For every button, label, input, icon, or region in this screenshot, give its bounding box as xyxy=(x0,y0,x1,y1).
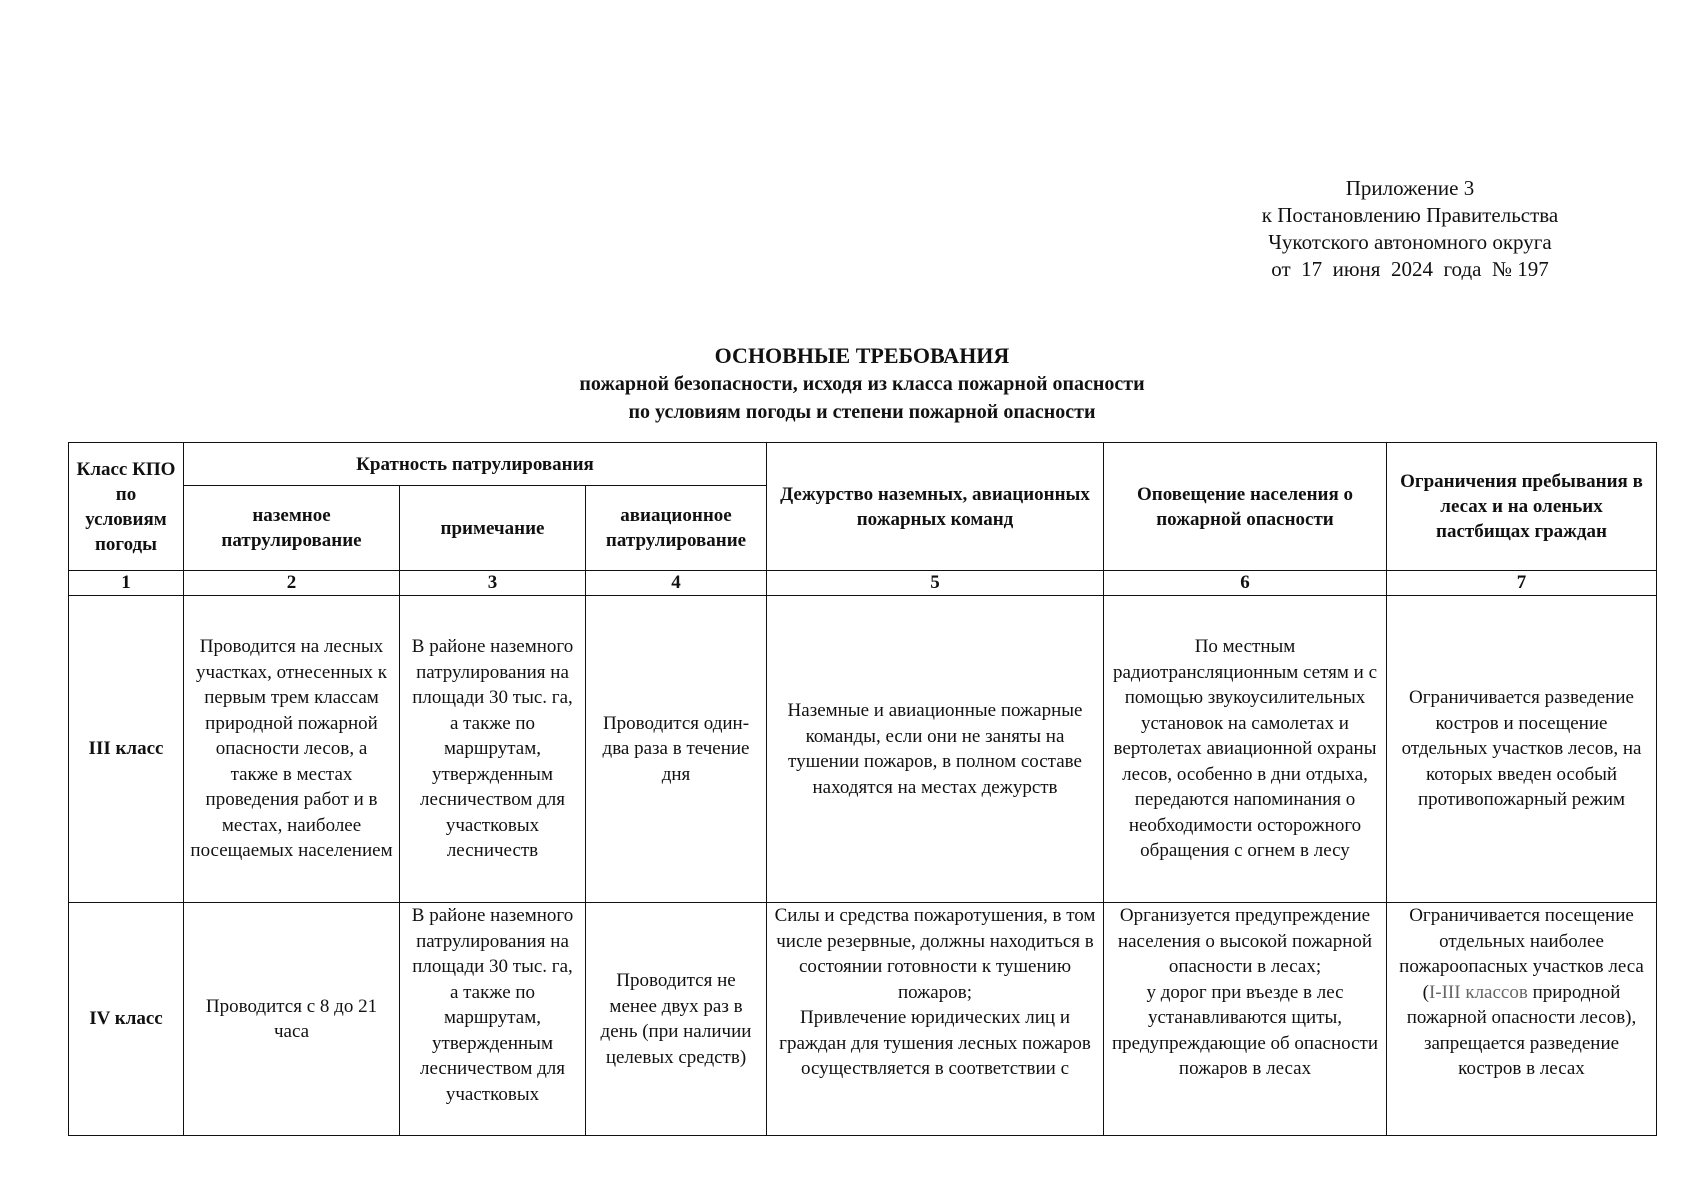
cell-note-text: В районе наземного патрулирования на площади 30 тыс. га, а также по маршрутам, утвержденным лесничеством для участковых xyxy=(411,905,574,1105)
cell-notify xyxy=(1104,903,1387,1136)
column-number: 5 xyxy=(767,571,1104,596)
header-patrol-group: Кратность патрулирования xyxy=(184,443,767,486)
header-notify: Оповещение населения о пожарной опасности xyxy=(1104,443,1387,571)
cell-ground-patrol: Проводится на лесных участках, отнесенных к первым трем классам природной пожарной опасности лесов, а также в местах проведения работ и в местах, наиболее посещаемых населением xyxy=(184,596,400,903)
title-sub-2: по условиям погоды и степени пожарной опасности xyxy=(628,401,1096,423)
cell-ground-patrol: Проводится с 8 до 21 часа xyxy=(184,903,400,1136)
notify-paragraph-2: у дорог при въезде в лес устанавливаются щиты, предупреждающие об опасности пожаров в лесах xyxy=(1111,981,1379,1079)
title-sub-1: пожарной безопасности, исходя из класса пожарной опасности xyxy=(579,373,1145,395)
restrict-classes-link: I-III классов xyxy=(1428,981,1528,1003)
cell-note: В районе наземного патрулирования на площади 30 тыс. га, а также по маршрутам, утвержденным лесничеством для участковых лесничеств xyxy=(400,596,586,903)
appendix-line-3: Чукотского автономного округа xyxy=(1268,230,1552,254)
duty-paragraph-1: Силы и средства пожаротушения, в том числе резервные, должны находиться в состоянии готовности к тушению пожаров; xyxy=(774,905,1096,1003)
column-number: 3 xyxy=(400,571,586,596)
header-class: Класс КПО по условиям погоды xyxy=(69,443,184,571)
appendix-block xyxy=(1220,175,1600,283)
column-number: 1 xyxy=(69,571,184,596)
cell-note xyxy=(400,903,586,1136)
cell-notify-text xyxy=(1110,903,1380,1082)
table-row-class-3 xyxy=(69,596,1657,903)
header-note: примечание xyxy=(400,486,586,571)
header-air: авиационное патрулирование xyxy=(586,486,767,571)
restrict-text-3: природной пожарной опасности лесов), запрещается разведение костров в лесах xyxy=(1406,981,1637,1079)
header-restrict: Ограничения пребывания в лесах и на оленьих пастбищах граждан xyxy=(1387,443,1657,571)
row-class-label xyxy=(69,903,184,1136)
header-row-1 xyxy=(69,443,1657,486)
number-row xyxy=(69,571,1657,596)
title-main: ОСНОВНЫЕ ТРЕБОВАНИЯ xyxy=(714,343,1010,368)
document-title xyxy=(68,342,1656,426)
cell-notify: По местным радиотрансляционным сетям и с помощью звукоусилительных установок на самолетах и вертолетах авиационной охраны лесов, особенно в дни отдыха, передаются напоминания о необходимости осторожного обращения с огнем в лесу xyxy=(1104,596,1387,903)
cell-restrict xyxy=(1387,903,1657,1136)
appendix-line-1: Приложение 3 xyxy=(1345,176,1475,200)
requirements-table xyxy=(68,442,1657,1136)
restrict-text-1: Ограничивается посещение отдельных наиболее пожароопасных участков леса ( xyxy=(1399,905,1644,1003)
cell-duty-text xyxy=(773,903,1097,1082)
notify-paragraph-1: Организуется предупреждение населения о высокой пожарной опасности в лесах; xyxy=(1117,905,1373,977)
appendix-line-2: к Постановлению Правительства xyxy=(1261,203,1559,227)
cell-air-patrol: Проводится один-два раза в течение дня xyxy=(586,596,767,903)
duty-paragraph-2: Привлечение юридических лиц и граждан для тушения лесных пожаров осуществляется в соответствии с xyxy=(779,1007,1091,1079)
appendix-line-4: от 17 июня 2024 года № 197 xyxy=(1271,257,1549,281)
column-number: 7 xyxy=(1387,571,1657,596)
cell-duty: Наземные и авиационные пожарные команды, если они не заняты на тушении пожаров, в полном составе находятся на местах дежурств xyxy=(767,596,1104,903)
cell-duty xyxy=(767,903,1104,1136)
header-duty: Дежурство наземных, авиационных пожарных команд xyxy=(767,443,1104,571)
column-number: 2 xyxy=(184,571,400,596)
column-number: 4 xyxy=(586,571,767,596)
row-class-label: III класс xyxy=(69,596,184,903)
column-number: 6 xyxy=(1104,571,1387,596)
header-ground: наземное патрулирование xyxy=(184,486,400,571)
cell-air-patrol: Проводится не менее двух раз в день (при наличии целевых средств) xyxy=(586,903,767,1136)
cell-restrict-text xyxy=(1393,903,1650,1082)
row-class-label-text: IV класс xyxy=(89,1008,163,1030)
table-row-class-4 xyxy=(69,903,1657,1136)
cell-restrict: Ограничивается разведение костров и посещение отдельных участков лесов, на которых введен особый противопожарный режим xyxy=(1387,596,1657,903)
